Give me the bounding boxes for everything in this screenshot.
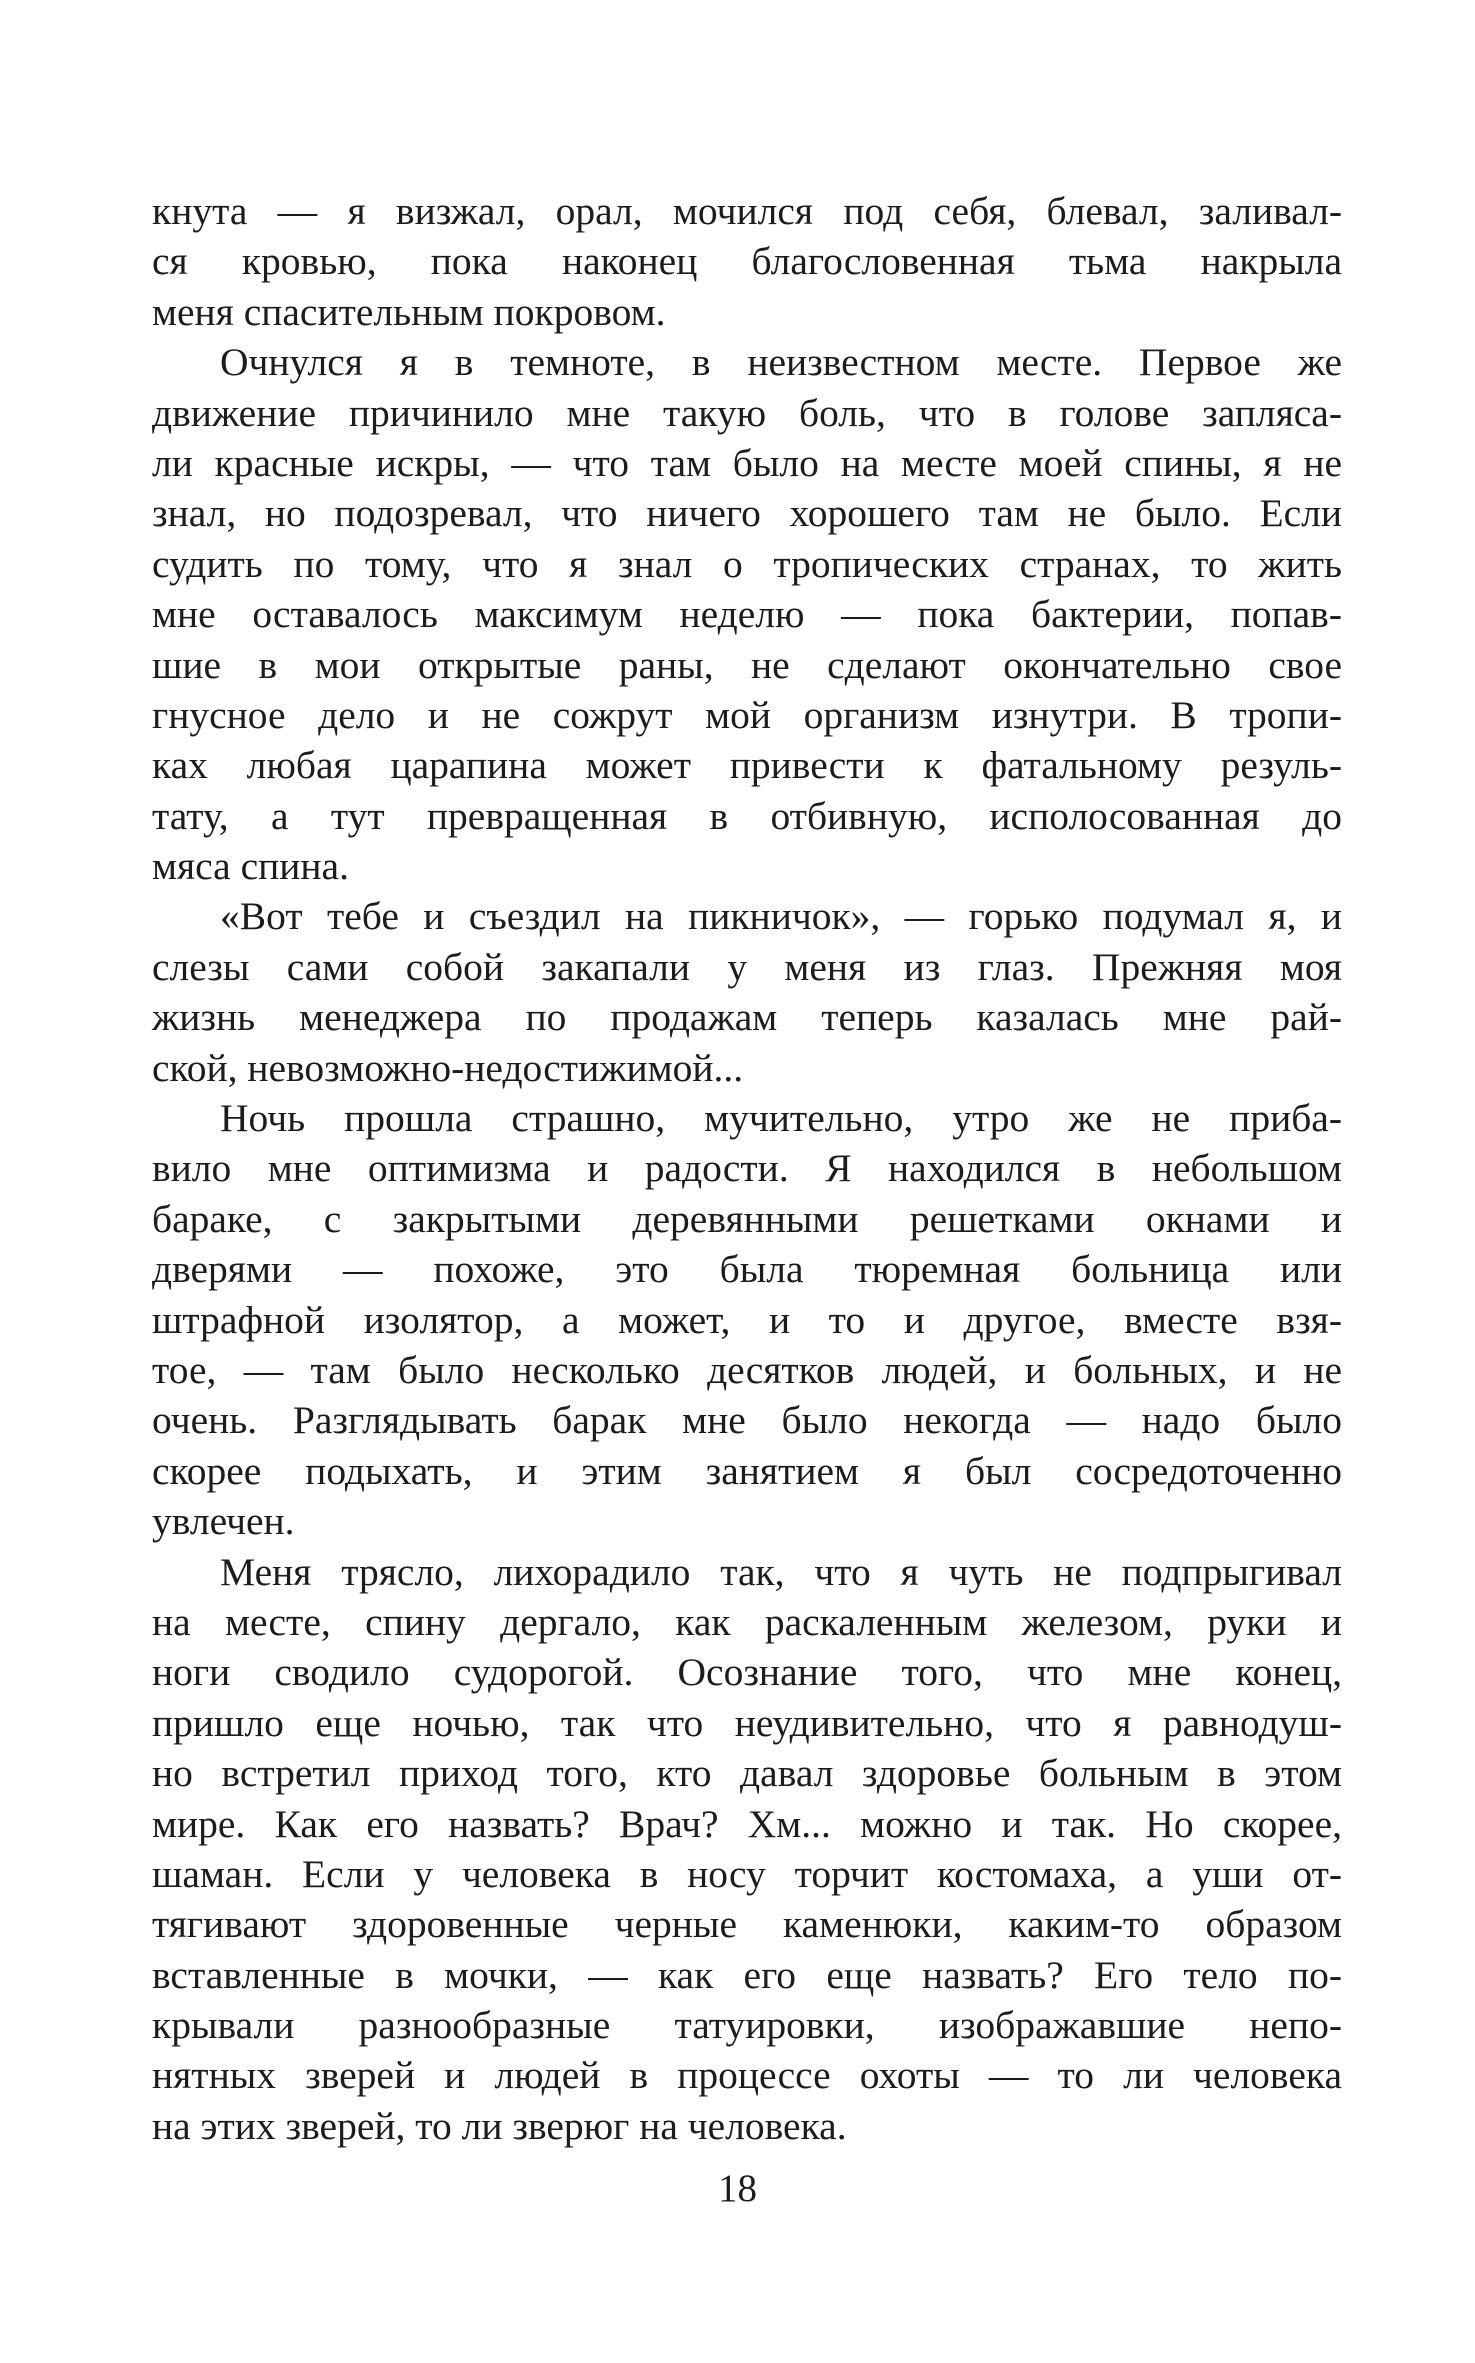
text-line: мяса спина. [152, 844, 349, 889]
text-line: шие в мои открытые раны, не сделают окончательно свое [152, 642, 1342, 687]
text-line: меня спасительным покровом. [152, 289, 666, 334]
text-line: мире. Как его назвать? Врач? Хм... можно и так. Но скорее, [152, 1801, 1342, 1846]
text-line: бараке, с закрытыми деревянными решетками окнами и [152, 1196, 1342, 1241]
text-line: увлечен. [152, 1499, 295, 1544]
text-line: тягивают здоровенные черные каменюки, каким-то образом [152, 1902, 1342, 1947]
text-line: но встретил приход того, кто давал здоровье больным в этом [152, 1751, 1342, 1796]
text-line: Меня трясло, лихорадило так, что я чуть не подпрыгивал [220, 1549, 1342, 1594]
paragraph-3 [152, 891, 1342, 1093]
text-line: дверями — похоже, это была тюремная больница или [152, 1247, 1342, 1292]
text-line: мне оставалось максимум неделю — пока бактерии, попав- [152, 592, 1342, 637]
text-line: вставленные в мочки, — как его еще назвать? Его тело по- [152, 1952, 1342, 1997]
text-line: слезы сами собой закапали у меня из глаз. Прежняя моя [152, 944, 1342, 989]
text-line: гнусное дело и не сожрут мой организм изнутри. В тропи- [152, 692, 1342, 737]
text-line: Очнулся я в темноте, в неизвестном месте. Первое же [220, 340, 1342, 385]
text-line: очень. Разглядывать барак мне было некогда — надо было [152, 1398, 1342, 1443]
paragraph-2 [152, 337, 1342, 891]
text-line: знал, но подозревал, что ничего хорошего там не было. Если [152, 491, 1342, 536]
text-line: «Вот тебе и съездил на пикничок», — горько подумал я, и [220, 894, 1342, 939]
text-line: судить по тому, что я знал о тропических странах, то жить [152, 541, 1342, 586]
text-line: ках любая царапина может привести к фатальному резуль- [152, 743, 1342, 788]
text-line: скорее подыхать, и этим занятием я был сосредоточенно [152, 1448, 1342, 1493]
paragraph-1 [152, 186, 1342, 337]
text-line: ской, невозможно-недостижимой... [152, 1045, 744, 1090]
text-line: Ночь прошла страшно, мучительно, утро же не приба- [220, 1096, 1342, 1141]
page-body [152, 186, 1342, 2151]
page-number: 18 [718, 2167, 757, 2210]
text-line: штрафной изолятор, а может, и то и другое, вместе взя- [152, 1297, 1342, 1342]
text-line: крывали разнообразные татуировки, изображавшие непо- [152, 2003, 1342, 2048]
paragraph-5 [152, 1547, 1342, 2152]
text-line: на этих зверей, то ли зверюг на человека. [152, 2103, 847, 2148]
text-line: тое, — там было несколько десятков людей, и больных, и не [152, 1347, 1342, 1392]
text-line: ли красные искры, — что там было на месте моей спины, я не [152, 440, 1342, 485]
text-line: ся кровью, пока наконец благословенная тьма накрыла [152, 239, 1342, 284]
text-line: шаман. Если у человека в носу торчит костомаха, а уши от- [152, 1851, 1342, 1896]
paragraph-4 [152, 1093, 1342, 1547]
text-line: движение причинило мне такую боль, что в голове заплясa- [152, 390, 1342, 435]
text-line: тату, а тут превращенная в отбивную, исполосованная до [152, 793, 1342, 838]
text-line: жизнь менеджера по продажам теперь казалась мне рай- [152, 995, 1342, 1040]
text-line: ноги сводило судорогой. Осознание того, что мне конец, [152, 1650, 1342, 1695]
text-line: на месте, спину дергало, как раскаленным железом, руки и [152, 1599, 1342, 1644]
text-line: нятных зверей и людей в процессе охоты — то ли человека [152, 2053, 1342, 2098]
text-line: пришло еще ночью, так что неудивительно, что я равнодуш- [152, 1700, 1342, 1745]
text-line: кнута — я визжал, орал, мочился под себя, блевал, заливал- [152, 189, 1342, 233]
text-line: вило мне оптимизма и радости. Я находился в небольшом [152, 1146, 1342, 1191]
